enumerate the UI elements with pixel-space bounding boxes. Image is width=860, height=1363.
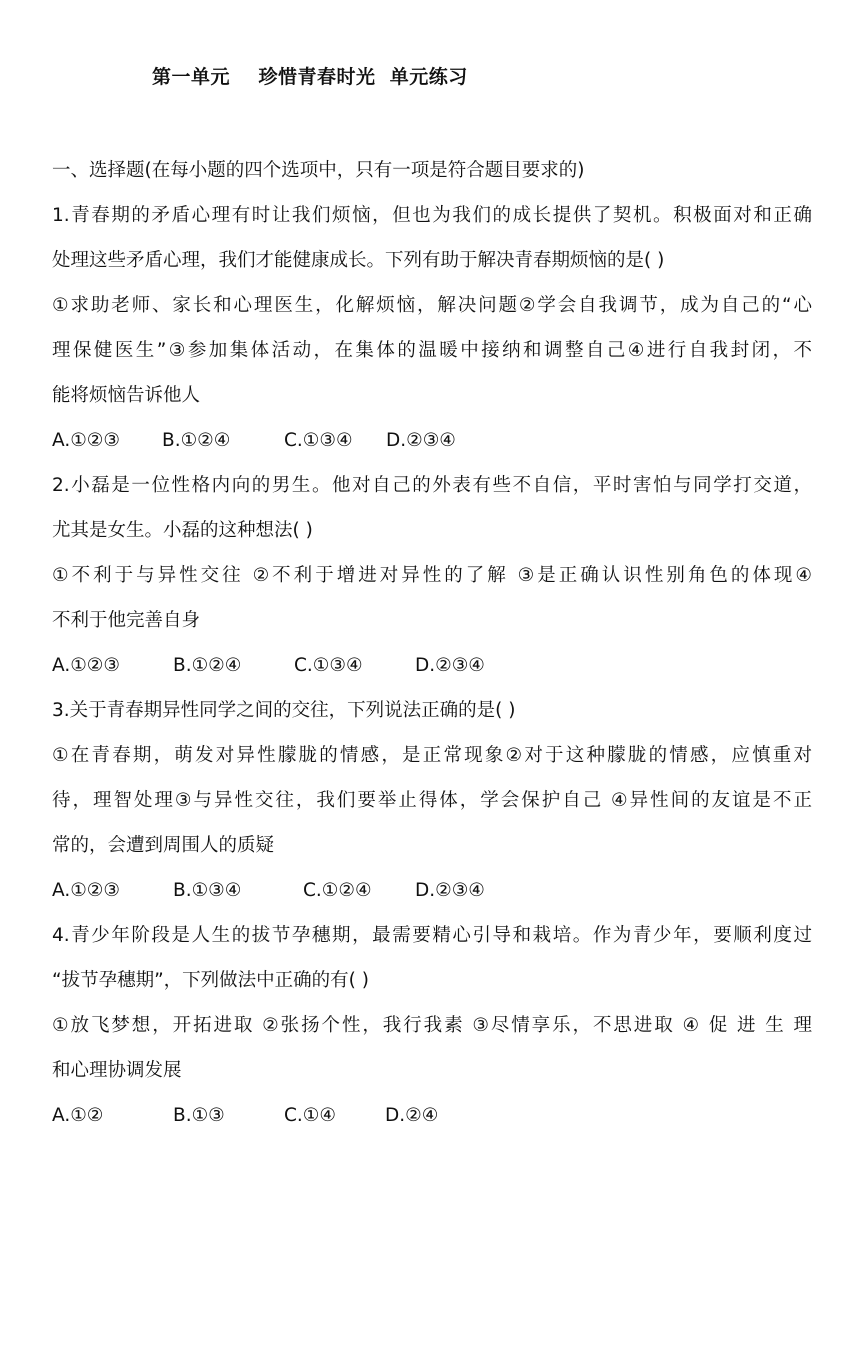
section-heading: 一、选择题(在每小题的四个选项中，只有一项是符合题目要求的) [52, 160, 585, 181]
question-3-options [52, 868, 812, 913]
question-1 [52, 193, 812, 463]
question-2-statement-line-1: ①不利于与异性交往 ②不利于增进对异性的了解 ③是正确认识性别角色的体现④ [52, 565, 812, 586]
question-4-stem-line-2: “拔节孕穗期”，下列做法中正确的有( ) [52, 970, 369, 991]
question-4-stem-line-1: 4.青少年阶段是人生的拔节孕穗期，最需要精心引导和栽培。作为青少年，要顺利度过 [52, 925, 812, 946]
question-4-option-b: B.①③ [173, 1105, 225, 1126]
question-1-statement-line-2: 理保健医生”③参加集体活动，在集体的温暖中接纳和调整自己④进行自我封闭，不 [52, 340, 812, 361]
question-1-statement-line-3: 能将烦恼告诉他人 [52, 385, 201, 406]
question-2-statement-line-2: 不利于他完善自身 [52, 610, 201, 631]
question-3-stem-line-1: 3.关于青春期异性同学之间的交往，下列说法正确的是( ) [52, 700, 516, 721]
question-3-option-a: A.①②③ [52, 880, 120, 901]
question-2-option-d: D.②③④ [415, 655, 485, 676]
question-2-stem-line-1: 2.小磊是一位性格内向的男生。他对自己的外表有些不自信，平时害怕与同学打交道， [52, 475, 812, 496]
question-1-statement-line-1: ①求助老师、家长和心理医生，化解烦恼，解决问题②学会自我调节，成为自己的“心 [52, 295, 812, 316]
question-2-option-a: A.①②③ [52, 655, 120, 676]
question-3-option-c: C.①②④ [303, 880, 372, 901]
question-2-stem-line-2: 尤其是女生。小磊的这种想法( ) [52, 520, 313, 541]
question-4-statement-line-1: ①放飞梦想，开拓进取 ②张扬个性，我行我素 ③尽情享乐，不思进取 ④ 促 进 生 理 [52, 1015, 812, 1036]
question-1-stem-line-2: 处理这些矛盾心理，我们才能健康成长。下列有助于解决青春期烦恼的是( ) [52, 250, 665, 271]
question-1-option-a: A.①②③ [52, 430, 120, 451]
question-3-statement-line-2: 待，理智处理③与异性交往，我们要举止得体，学会保护自己 ④异性间的友谊是不正 [52, 790, 812, 811]
question-4-statement-line-2: 和心理协调发展 [52, 1060, 182, 1081]
question-2 [52, 463, 812, 688]
question-1-option-d: D.②③④ [386, 430, 456, 451]
question-3-option-d: D.②③④ [415, 880, 485, 901]
question-1-option-c: C.①③④ [284, 430, 353, 451]
document-title: 第一单元 珍惜青春时光 单元练习 [152, 66, 468, 88]
question-1-option-b: B.①②④ [162, 430, 231, 451]
question-3-option-b: B.①③④ [173, 880, 242, 901]
question-3-statement-line-1: ①在青春期，萌发对异性朦胧的情感，是正常现象②对于这种朦胧的情感，应慎重对 [52, 745, 812, 766]
question-4 [52, 913, 812, 1138]
question-4-option-d: D.②④ [385, 1105, 439, 1126]
question-2-options [52, 643, 812, 688]
question-1-options [52, 418, 812, 463]
question-2-option-b: B.①②④ [173, 655, 242, 676]
question-4-option-a: A.①② [52, 1105, 104, 1126]
question-4-option-c: C.①④ [284, 1105, 336, 1126]
question-1-stem-line-1: 1.青春期的矛盾心理有时让我们烦恼，但也为我们的成长提供了契机。积极面对和正确 [52, 205, 812, 226]
question-3 [52, 688, 812, 913]
document-content [52, 148, 812, 1138]
question-4-options [52, 1093, 812, 1138]
question-3-statement-line-3: 常的，会遭到周围人的质疑 [52, 835, 275, 856]
question-2-option-c: C.①③④ [294, 655, 363, 676]
